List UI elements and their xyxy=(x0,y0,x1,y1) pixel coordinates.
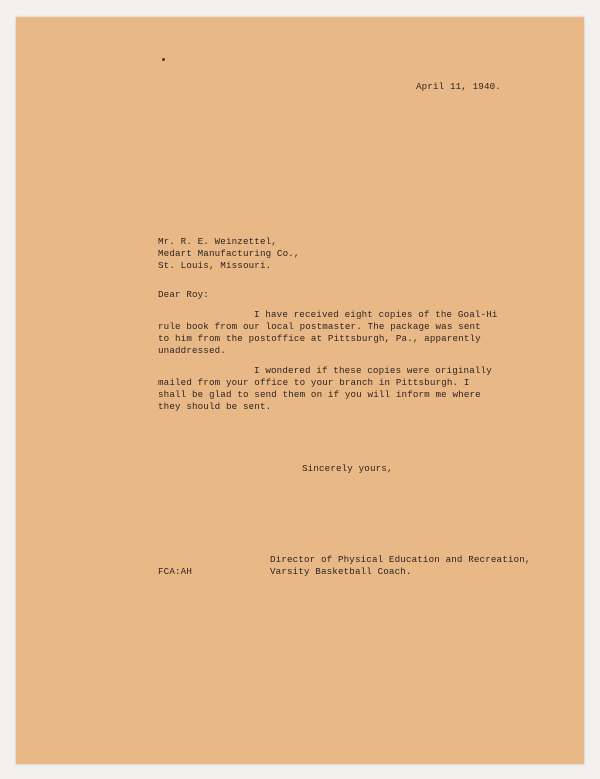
recipient-company: Medart Manufacturing Co., xyxy=(158,248,300,259)
paragraph-2-line-1: I wondered if these copies were originally xyxy=(254,365,492,376)
recipient-city: St. Louis, Missouri. xyxy=(158,260,272,271)
signature-title-line-1: Director of Physical Education and Recreation, xyxy=(270,554,531,565)
paragraph-1-line-3: to him from the postoffice at Pittsburgh, Pa., apparently xyxy=(158,333,481,344)
closing: Sincerely yours, xyxy=(302,463,393,474)
paper-mark xyxy=(162,58,165,61)
paragraph-2-line-3: shall be glad to send them on if you will inform me where xyxy=(158,389,481,400)
paragraph-2-line-2: mailed from your office to your branch in Pittsburgh. I xyxy=(158,377,470,388)
signature-title-line-2: Varsity Basketball Coach. xyxy=(270,566,412,577)
salutation: Dear Roy: xyxy=(158,289,209,300)
paragraph-1-line-2: rule book from our local postmaster. The package was sent xyxy=(158,321,481,332)
recipient-name: Mr. R. E. Weinzettel, xyxy=(158,236,277,247)
paragraph-2-line-4: they should be sent. xyxy=(158,401,272,412)
paragraph-1-line-4: unaddressed. xyxy=(158,345,226,356)
letter-date: April 11, 1940. xyxy=(416,81,501,92)
typist-initials: FCA:AH xyxy=(158,566,192,577)
paragraph-1-line-1: I have received eight copies of the Goal-Hi xyxy=(254,309,498,320)
